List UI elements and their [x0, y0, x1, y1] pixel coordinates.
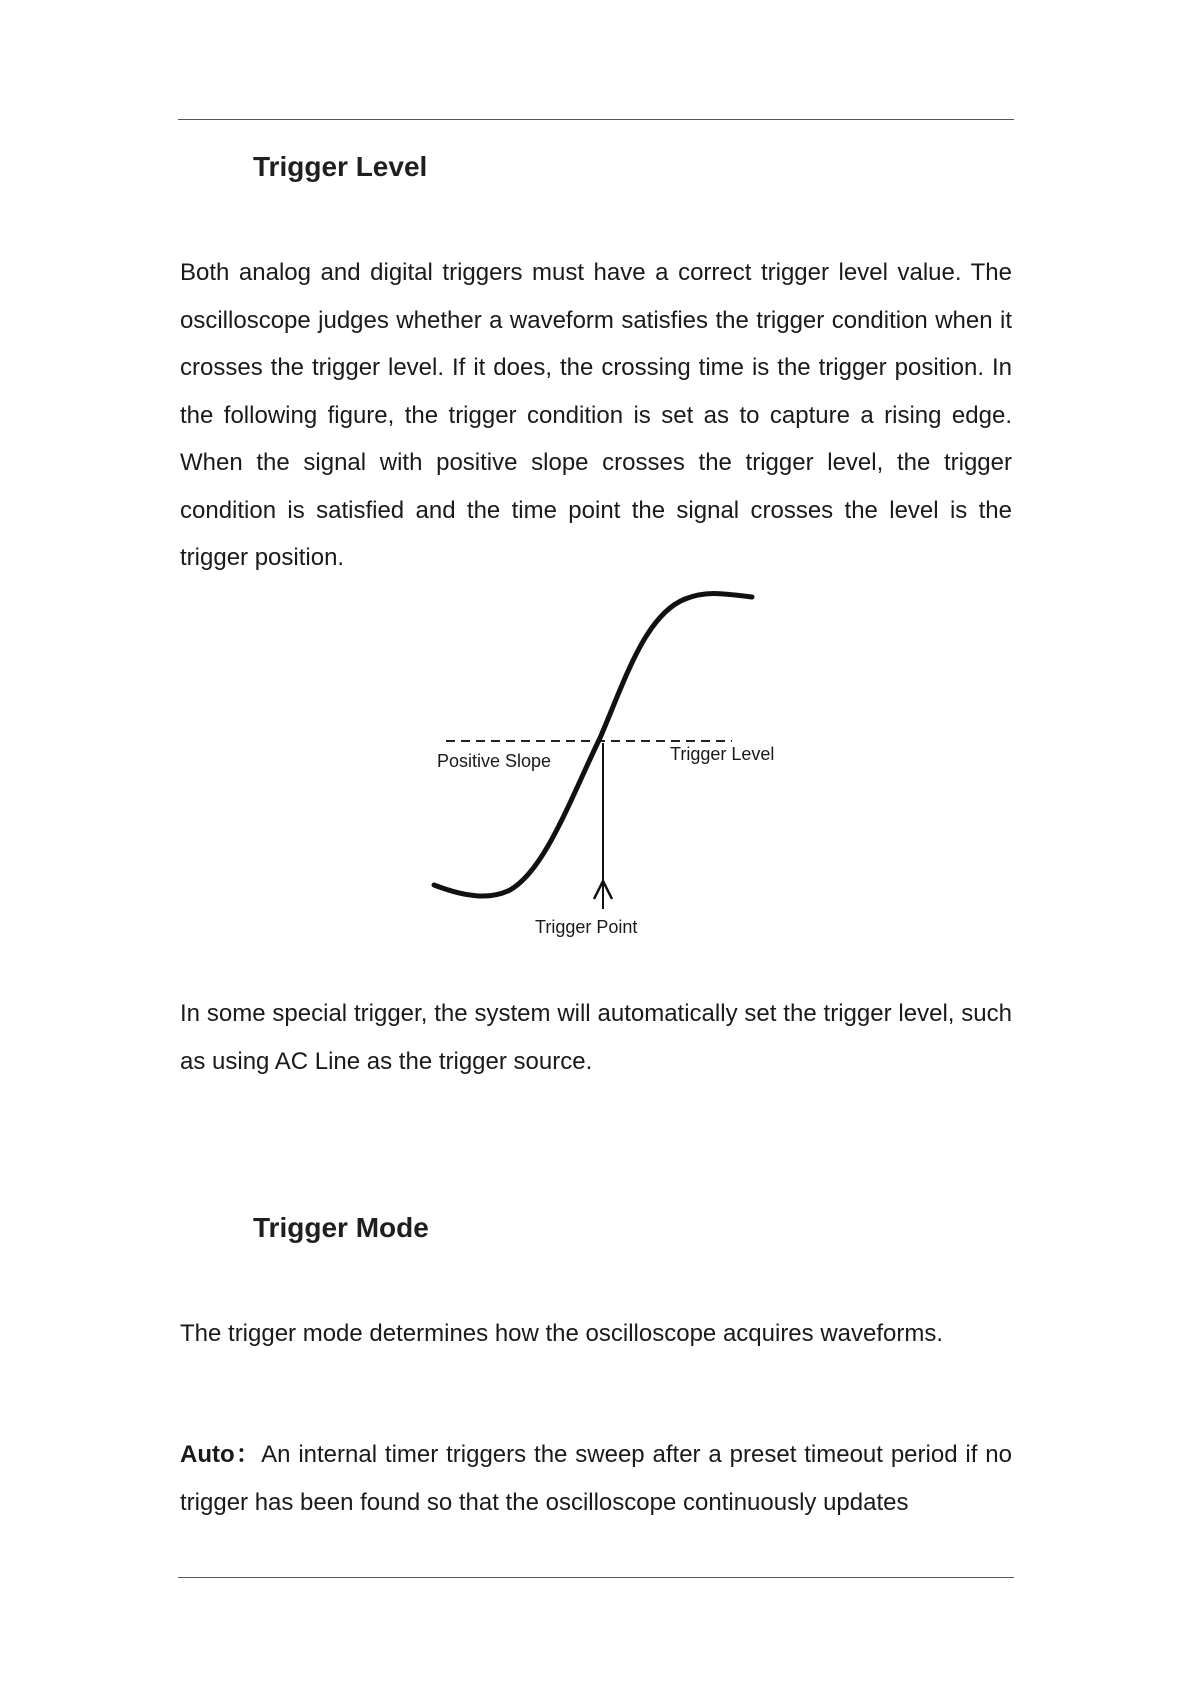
trigger-level-diagram	[420, 585, 800, 950]
auto-mode-paragraph	[180, 1431, 1012, 1526]
auto-trigger-level-paragraph: In some special trigger, the system will automatically set the trigger level, such as using AC Line as the trigger source.	[180, 1000, 1012, 1075]
trigger-point-label: Trigger Point	[535, 917, 638, 937]
trigger-level-figure	[420, 585, 800, 950]
footer-rule	[178, 1577, 1014, 1578]
positive-slope-label: Positive Slope	[437, 751, 552, 771]
auto-mode-label: Auto：	[180, 1441, 262, 1468]
section-heading-trigger-level: Trigger Level	[253, 151, 428, 182]
trigger-mode-paragraph: The trigger mode determines how the oscilloscope acquires waveforms.	[180, 1320, 944, 1347]
section-heading-trigger-mode: Trigger Mode	[253, 1212, 429, 1243]
header-rule	[178, 119, 1014, 120]
auto-mode-text: An internal timer triggers the sweep after a preset timeout period if no trigger has been found so that the oscilloscope continuously updates	[180, 1441, 1012, 1516]
trigger-level-label: Trigger Level	[670, 744, 775, 764]
trigger-level-paragraph: Both analog and digital triggers must have a correct trigger level value. The oscilloscope judges whether a waveform satisfies the trigger condition when it crosses the trigger level. If it does, the crossing time is the trigger position. In the following figure, the trigger condition is set as to capture a rising edge. When the signal with positive slope crosses the trigger level, the trigger condition is satisfied and the time point the signal crosses the level is the trigger position.	[180, 259, 1012, 571]
